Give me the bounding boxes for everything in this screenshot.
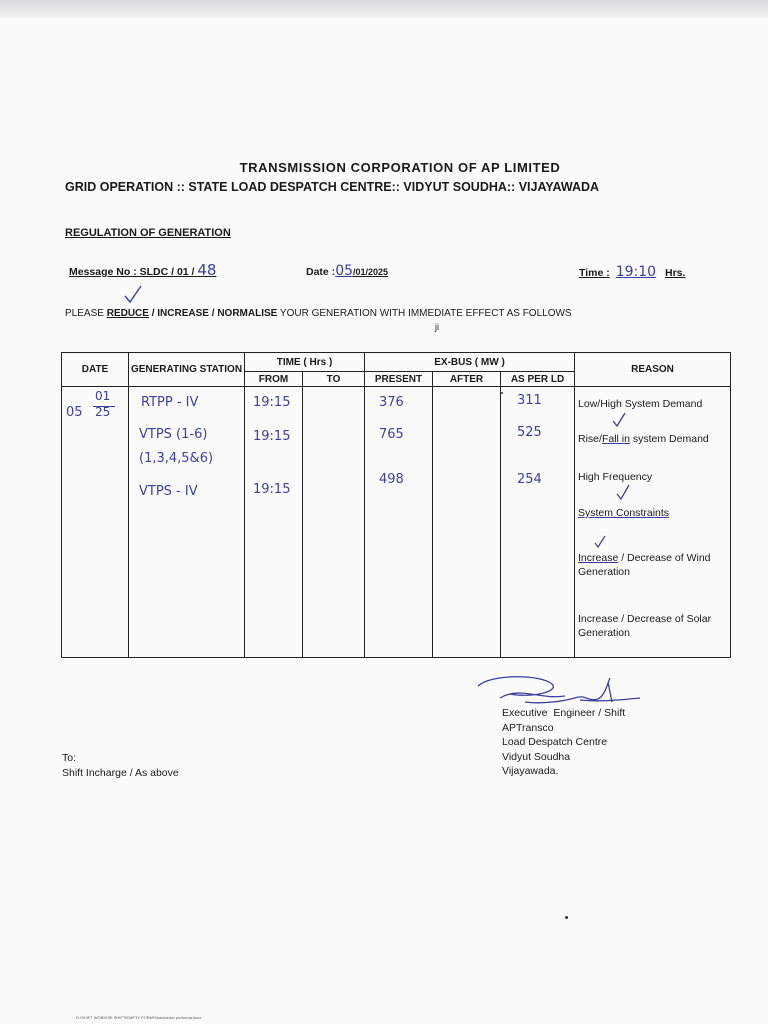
header-exbus: EX-BUS ( MW ) [365,353,575,372]
check-mark-icon [122,284,146,306]
station-row-3: VTPS - IV [139,484,198,499]
station-row-1: RTPP - IV [141,395,199,410]
normalise-option: NORMALISE [217,308,278,319]
increase-option: INCREASE [157,308,209,319]
reduce-option: REDUCE [106,308,149,319]
header-present: PRESENT [365,372,433,387]
from-row-1: 19:15 [253,395,291,410]
header-date: DATE [62,353,129,387]
present-cell [365,387,433,658]
to-label: To: [62,752,77,764]
date-day-value: 05 [335,263,354,279]
reason-frequency: High Frequency [578,471,653,483]
as-per-ld-cell [501,387,575,658]
header-time: TIME ( Hrs ) [245,353,365,372]
station-row-2-units: (1,3,4,5&6) [139,451,214,466]
time-label: Time : [579,267,610,279]
instruction-line [65,308,572,319]
message-number [69,261,216,279]
reason-text: Rise/ [578,433,602,445]
header-as-per-ld: AS PER LD [501,372,575,387]
date-field [306,263,388,279]
reason-underlined: Fall in [601,433,630,445]
reason-demand: Low/High System Demand [578,398,703,410]
date-rest: /01/2025 [353,267,389,277]
date-entry-month: 01 [95,389,111,403]
reason-wind [578,552,710,564]
scan-speck [501,392,503,394]
time-value: 19:10 [615,264,657,280]
reason-solar-line2: Generation [578,627,630,639]
header-after: AFTER [433,372,501,387]
department-subtitle: GRID OPERATION :: STATE LOAD DESPATCH CENTRE:: VIDYUT SOUDHA:: VIJAYAWADA [65,180,600,194]
present-row-3: 498 [379,472,404,487]
scan-edge [0,0,768,18]
from-row-2: 19:15 [253,429,291,444]
reason-text: / Decrease of Wind [618,552,711,564]
reason-text: system Demand [629,433,709,445]
to-cell [303,387,365,658]
date-entry-day: 05 [66,405,83,420]
ld-row-1: 311 [517,393,542,408]
stray-mark: ji [435,322,439,332]
recipient-block [62,751,179,780]
check-mark-icon [611,412,627,428]
reason-solar: Increase / Decrease of Solar [578,613,712,625]
time-unit: Hrs. [665,267,686,279]
time-field [579,264,685,280]
message-number-value: 48 [197,261,217,279]
present-row-1: 376 [379,395,404,410]
message-label: Message No : SLDC / 01 / [69,266,195,278]
date-entry-year: 25 [95,405,111,419]
signatory-block: Executive Engineer / Shift APTransco Load Despatch Centre Vidyut Soudha Vijayawada. [502,707,626,777]
form-heading: REGULATION OF GENERATION [65,227,231,239]
header-to: TO [303,372,365,387]
date-cell [62,387,129,658]
header-reason: REASON [575,353,731,387]
instruction-suffix: YOUR GENERATION WITH IMMEDIATE EFFECT AS FOLLOWS [277,308,572,319]
header-station: GENERATING STATION [129,353,245,387]
reason-constraints: System Constraints [578,507,670,519]
check-mark-icon [593,535,607,549]
header-from: FROM [245,372,303,387]
reason-cell [575,387,731,658]
station-cell [129,387,245,658]
station-row-2: VTPS (1-6) [139,427,208,442]
instruction-sep: / [208,308,218,319]
ld-row-2: 525 [517,425,542,440]
instruction-sep: / [148,308,158,319]
reason-underlined: Increase [578,552,619,564]
instruction-prefix: PLEASE [65,308,107,319]
after-cell [433,387,501,658]
from-cell [245,387,303,658]
scan-speck [565,916,568,919]
date-label: Date : [306,266,336,278]
reason-wind-line2: Generation [578,566,630,578]
file-path-footer: D:\SHIFT WORK\SE SHIFT\EMPTY FORMS\backdown proforma.docx [76,1015,202,1020]
from-row-3: 19:15 [253,482,291,497]
to-value: Shift Incharge / As above [62,766,179,779]
regulation-table [61,352,731,658]
company-title: TRANSMISSION CORPORATION OF AP LIMITED [239,160,561,175]
check-mark-icon [615,484,631,502]
present-row-2: 765 [379,427,404,442]
reason-rise-fall [578,433,709,445]
ld-row-3: 254 [517,472,542,487]
